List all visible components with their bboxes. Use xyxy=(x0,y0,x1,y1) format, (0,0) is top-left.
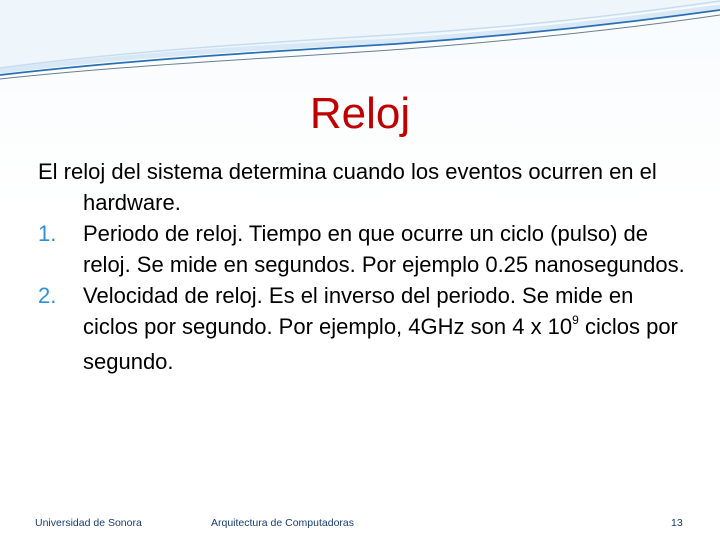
clock-speed-description-after-exponent: ciclos por segundo. xyxy=(83,314,678,374)
slide-content xyxy=(38,156,688,377)
list-number-2: 2. xyxy=(38,283,57,308)
slide-title: Reloj xyxy=(309,89,411,138)
clock-speed-description-before-exponent: Velocidad de reloj. Es el inverso del periodo. Se mide en ciclos por segundo. Por ejemplo, 4GHz son 4 x 10 xyxy=(83,283,634,339)
list-item-clock-speed xyxy=(38,280,688,377)
footer-university: Universidad de Sonora xyxy=(35,517,142,529)
intro-paragraph: El reloj del sistema determina cuando los eventos ocurren en el hardware. xyxy=(38,159,657,215)
footer-course: Arquitectura de Computadoras xyxy=(211,517,354,529)
list-number-1: 1. xyxy=(38,221,57,246)
exponent-nine: 9 xyxy=(572,313,579,327)
list-item-period xyxy=(38,218,688,280)
period-description: Periodo de reloj. Tiempo en que ocurre un ciclo (pulso) de reloj. Se mide en segundos. Por ejemplo 0.25 nanosegundos. xyxy=(83,221,685,277)
footer-page-number: 13 xyxy=(671,517,683,529)
